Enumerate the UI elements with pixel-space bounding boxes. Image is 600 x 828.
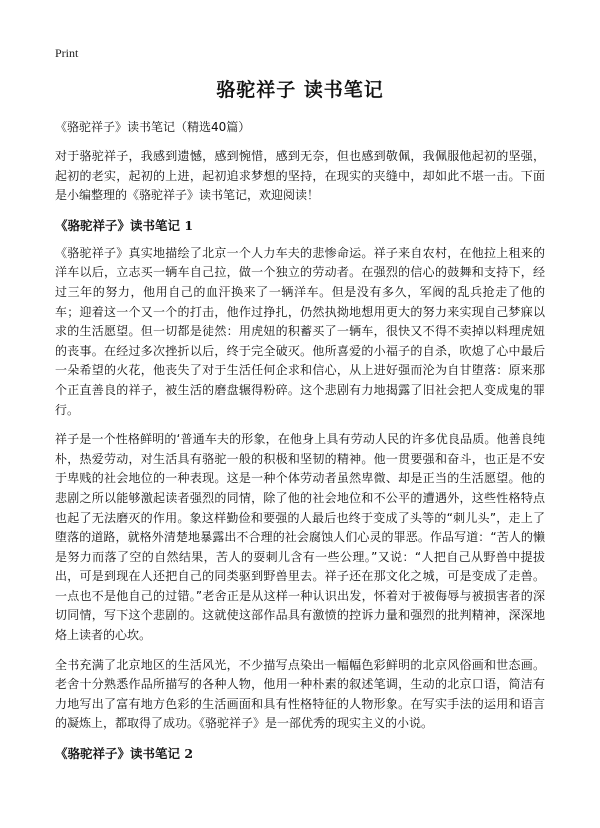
section-1-paragraph-3: 全书充满了北京地区的生活风光，不少描写点染出一幅幅色彩鲜明的北京风俗画和世态画。老舍十分熟悉作品所描写的各种人物，他用一种朴素的叙述笔调，生动的北京口语，简洁有力地写出了富有地方色彩的生活画面和具有性格特征的人物形象。在写实手法的运用和语言的凝炼上，都取得了成功。《骆驼祥子》是一部优秀的现实主义的小说。 — [55, 657, 545, 731]
document-subtitle: 《骆驼祥子》读书笔记（精选40篇） — [55, 120, 251, 134]
intro-paragraph: 对于骆驼祥子，我感到遗憾，感到惋惜，感到无奈，但也感到敬佩，我佩服他起初的坚强，起初的老实，起初的上进，起初追求梦想的坚持，在现实的夹缝中，却如此不堪一击。下面是小编整理的《骆驼祥子》读书笔记，欢迎阅读！ — [55, 149, 545, 203]
section-1-paragraph-2: 祥子是一个性格鲜明的‘普通车夫的形象，在他身上具有劳动人民的许多优良品质。他善良纯朴，热爱劳动，对生活具有骆驼一般的积极和坚韧的精神。他一贯要强和奋斗，也正是不安于卑贱的社会地位的一种表现。这是一种个体劳动者虽然卑微、却是正当的生活愿望。他的悲剧之所以能够激起读者强烈的同情，除了他的社会地位和不公平的遭遇外，这些性格特点也起了无法磨灭的作用。象这样勤俭和要强的人最后也终于变成了头等的“刺儿头”，走上了堕落的道路，就格外清楚地暴露出不合理的社会腐蚀人们心灵的罪恶。作品写道：“苦人的懒是努力而落了空的自然结果，苦人的耍刺儿含有一些公理。”又说：“人把自己从野兽中提拔出，可是到现在人还把自己的同类驱到野兽里去。祥子还在那文化之城，可是变成了走兽。一点也不是他自己的过错。”老舍正是从这样一种认识出发，怀着对于被侮辱与被损害者的深切同情，写下这个悲剧的。这就使这部作品具有激愤的控诉力量和强烈的批判精神，深深地烙上读者的心坎。 — [55, 432, 545, 643]
page-title: 骆驼祥子 读书笔记 — [216, 79, 384, 101]
section-1-paragraph-1: 《骆驼祥子》真实地描绘了北京一个人力车夫的悲惨命运。祥子来自农村，在他拉上租来的洋车以后，立志买一辆车自己拉，做一个独立的劳动者。在强烈的信心的鼓舞和支持下，经过三年的努力，他用自己的血汗换来了一辆洋车。但是没有多久，军阀的乱兵抢走了他的车；迎着这一个又一个的打击，他作过挣扎，仍然执拗地想用更大的努力来实现自己梦寐以求的生活愿望。但一切都是徒然：用虎妞的积蓄买了一辆车，很快又不得不卖掉以料理虎妞的丧事。在经过多次挫折以后，终于完全破灭。他所喜爱的小福子的自杀，吹熄了心中最后一朵希望的火花，他丧失了对于生活任何企求和信心，从上进好强而沦为自甘堕落：原来那个正直善良的祥子，被生活的磨盘辗得粉碎。这个悲剧有力地揭露了旧社会把人变成鬼的罪行。 — [55, 245, 545, 417]
print-label[interactable]: Print — [55, 46, 79, 60]
section-heading-1: 《骆驼祥子》读书笔记 1 — [55, 217, 194, 233]
section-heading-2: 《骆驼祥子》读书笔记 2 — [55, 746, 194, 762]
